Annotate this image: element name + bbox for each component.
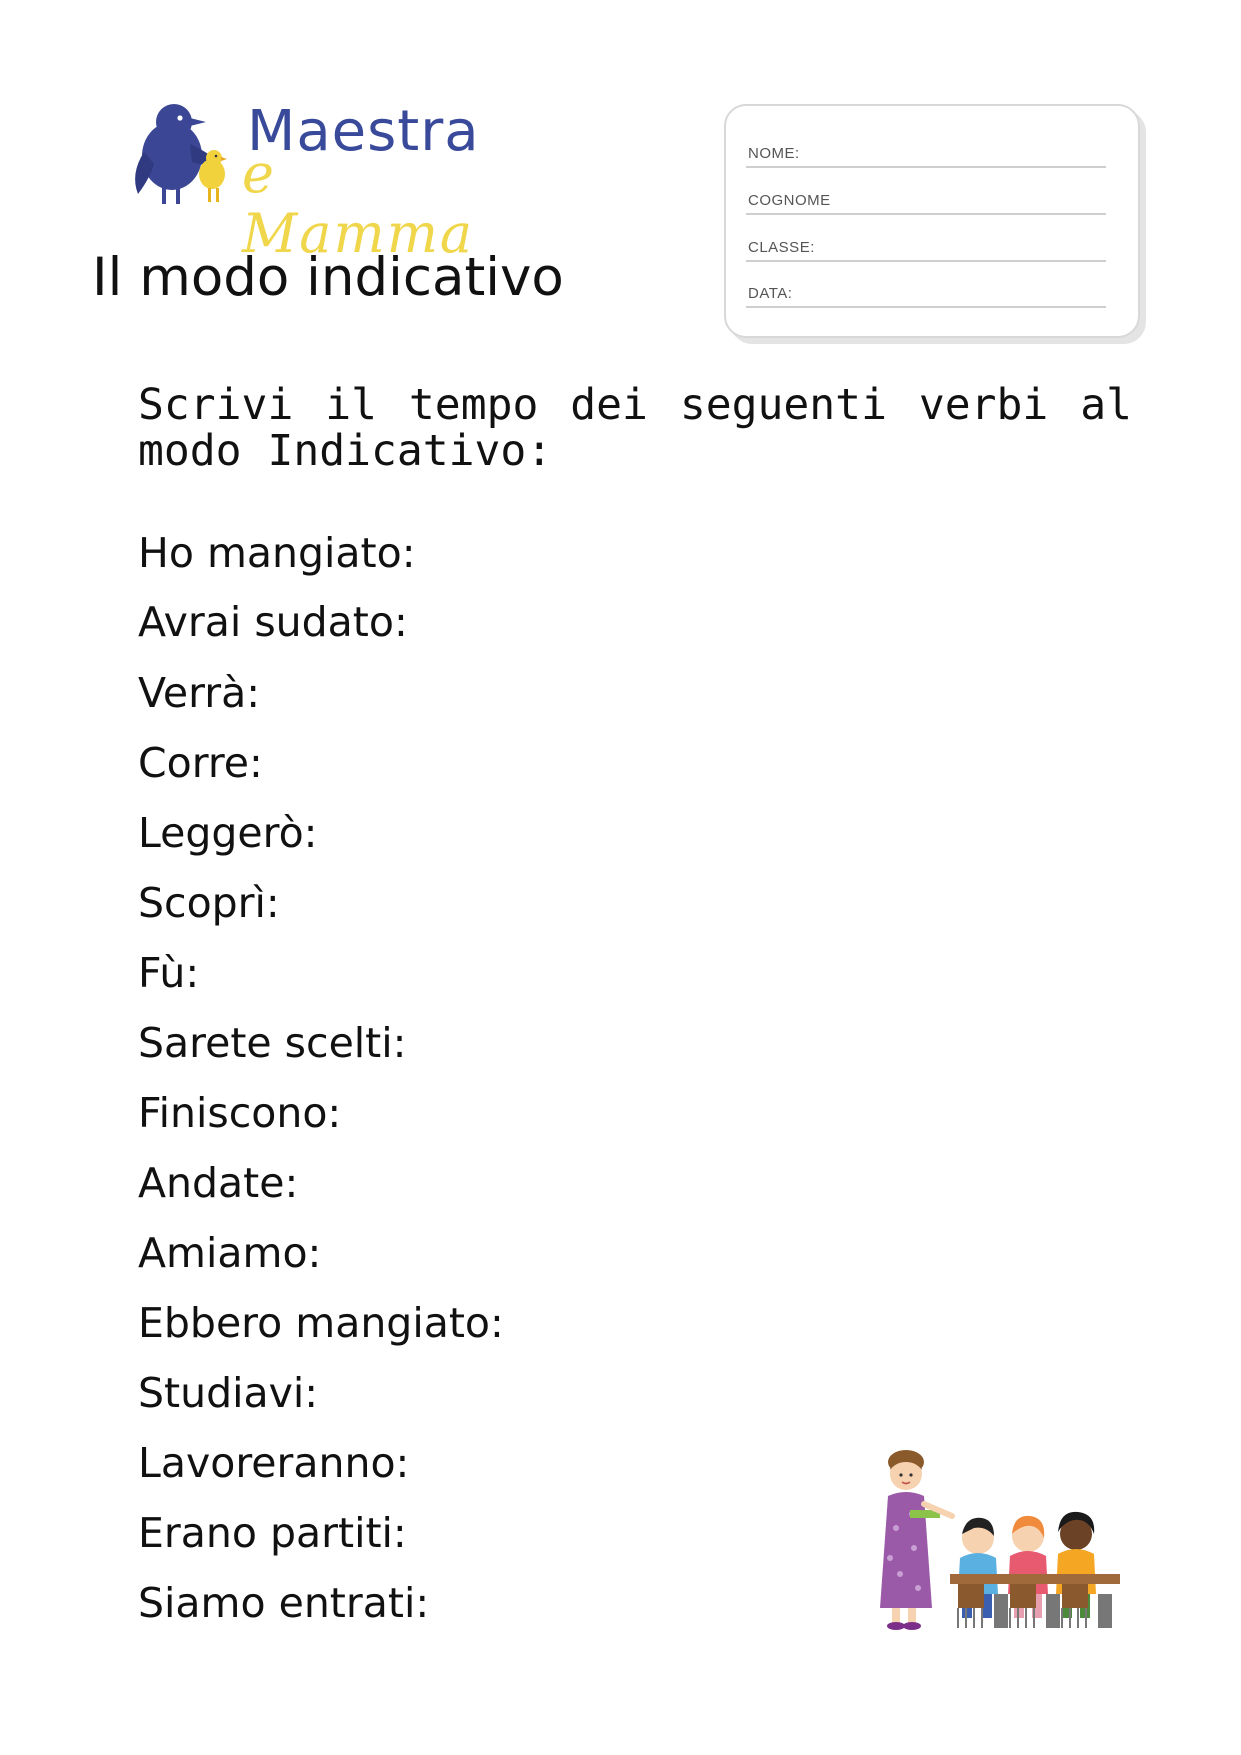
verb-item: Scoprì: xyxy=(138,879,280,927)
verb-item: Sarete scelti: xyxy=(138,1019,407,1067)
class-field[interactable] xyxy=(746,224,1106,262)
verb-item: Verrà: xyxy=(138,669,261,717)
verb-item: Ho mangiato: xyxy=(138,529,416,577)
page-title: Il modo indicativo xyxy=(92,247,564,308)
student-info-box xyxy=(724,104,1140,338)
teacher-figure xyxy=(880,1450,952,1630)
bird-logo-icon xyxy=(130,104,240,204)
verb-item: Leggerò: xyxy=(138,809,318,857)
class-label: CLASSE: xyxy=(748,239,815,256)
verb-item: Ebbero mangiato: xyxy=(138,1299,504,1347)
verb-item: Amiamo: xyxy=(138,1229,322,1277)
verb-item: Siamo entrati: xyxy=(138,1579,430,1627)
verb-item: Lavoreranno: xyxy=(138,1439,410,1487)
surname-label: COGNOME xyxy=(748,192,831,209)
verb-item: Erano partiti: xyxy=(138,1509,407,1557)
verb-item: Fù: xyxy=(138,949,200,997)
surname-field[interactable] xyxy=(746,177,1106,215)
desks xyxy=(950,1574,1120,1628)
verb-item: Finiscono: xyxy=(138,1089,342,1137)
verb-item: Studiavi: xyxy=(138,1369,319,1417)
name-label: NOME: xyxy=(748,145,800,162)
classroom-illustration xyxy=(870,1448,1130,1638)
logo-word-mamma: e Mamma xyxy=(242,142,475,265)
date-label: DATA: xyxy=(748,285,793,302)
exercise-instruction: Scrivi il tempo dei seguenti verbi al modo Indicativo: xyxy=(138,380,1132,476)
verb-item: Corre: xyxy=(138,739,263,787)
date-field[interactable] xyxy=(746,270,1106,308)
name-field[interactable] xyxy=(746,130,1106,168)
brand-logo xyxy=(130,99,490,265)
verb-item: Andate: xyxy=(138,1159,299,1207)
verb-item: Avrai sudato: xyxy=(138,598,408,646)
logo-word-maestra: Maestra xyxy=(247,99,480,164)
